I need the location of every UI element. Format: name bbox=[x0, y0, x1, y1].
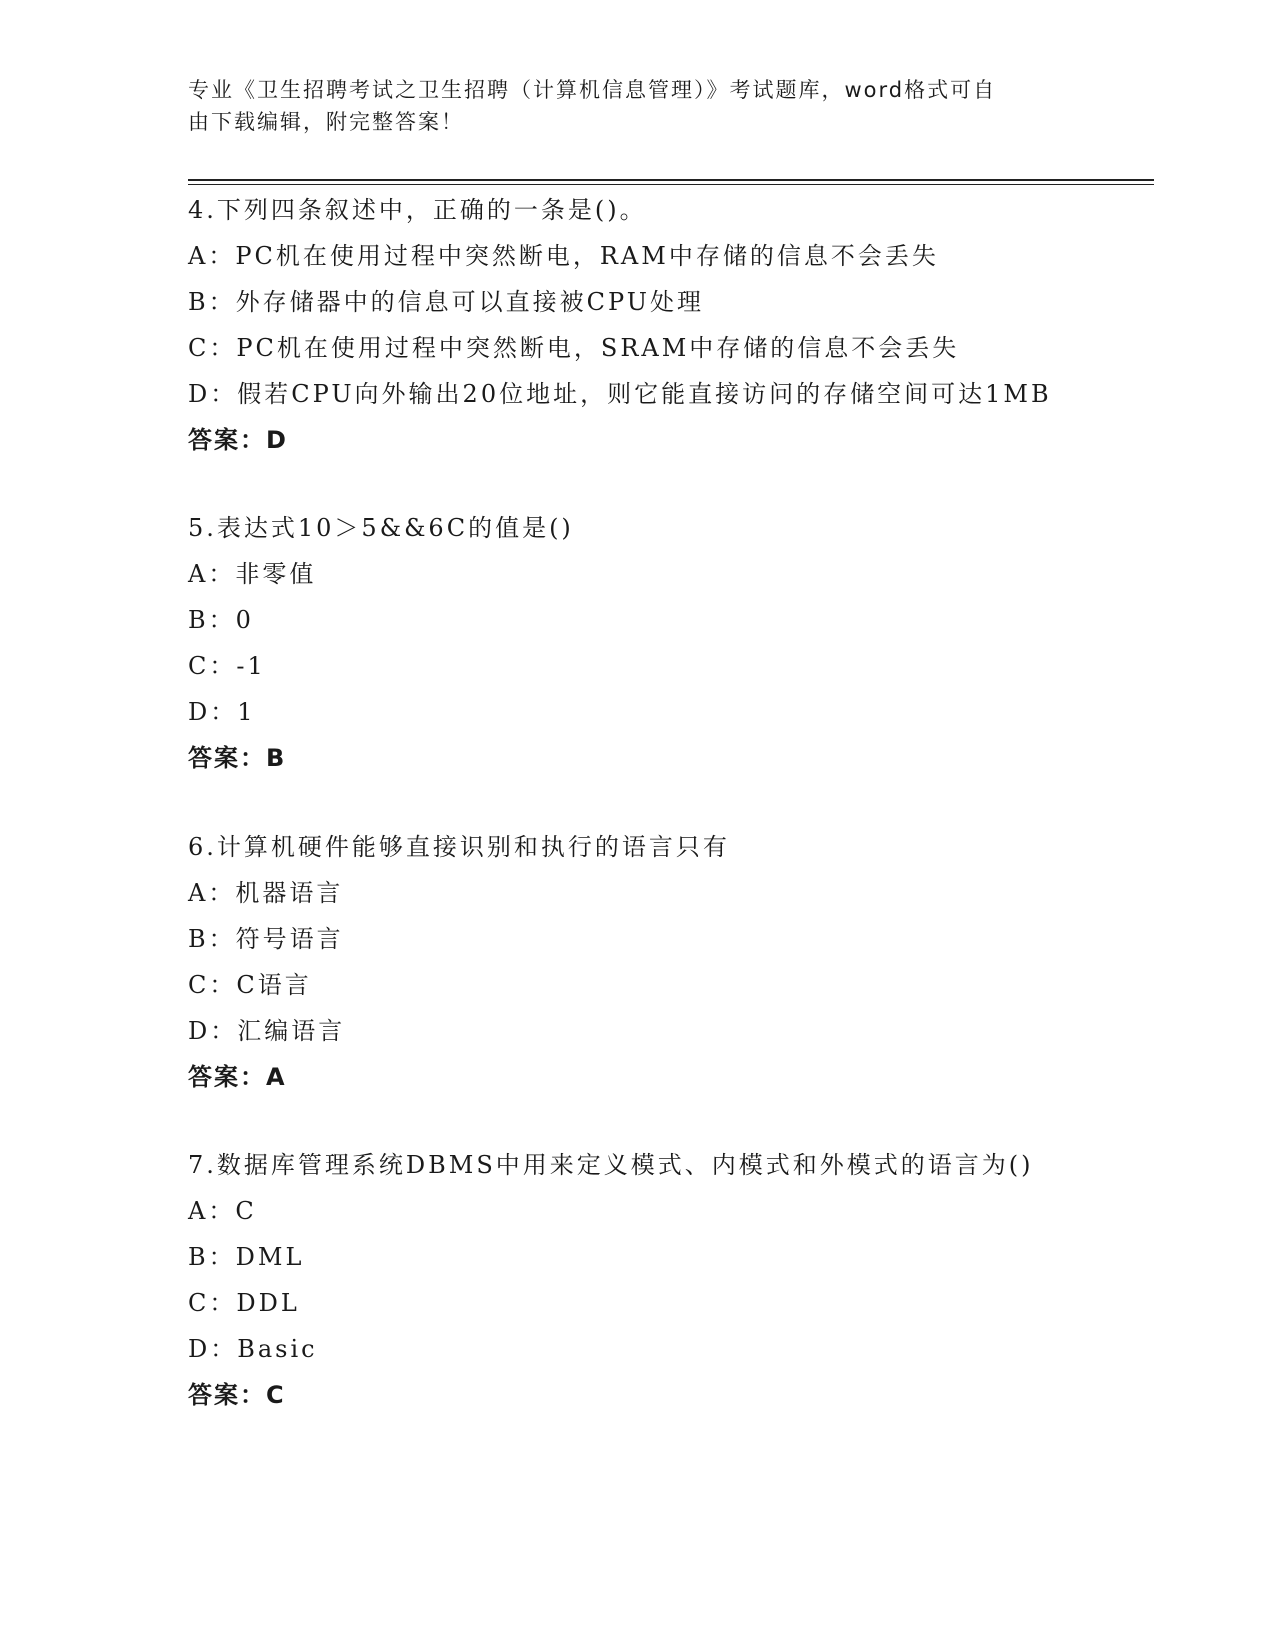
answer-label: 答案：A bbox=[188, 1063, 287, 1091]
option-c: C：DDL bbox=[188, 1289, 300, 1317]
question-block bbox=[188, 187, 1148, 463]
option-d: D：1 bbox=[188, 698, 256, 726]
option-d: D：汇编语言 bbox=[188, 1017, 346, 1045]
option-d: D：Basic bbox=[188, 1335, 318, 1363]
answer-label: 答案：B bbox=[188, 744, 287, 772]
option-b: B：0 bbox=[188, 606, 254, 634]
question-stem: 6.计算机硬件能够直接识别和执行的语言只有 bbox=[188, 833, 730, 861]
header-divider-thin bbox=[188, 184, 1154, 185]
question-block bbox=[188, 824, 1148, 1100]
option-c: C：PC机在使用过程中突然断电，SRAM中存储的信息不会丢失 bbox=[188, 334, 960, 362]
option-a: A：机器语言 bbox=[188, 879, 344, 907]
header-line-1: 专业《卫生招聘考试之卫生招聘（计算机信息管理）》考试题库，word格式可自 bbox=[188, 78, 997, 102]
option-a: A：非零值 bbox=[188, 560, 317, 588]
option-a: A：PC机在使用过程中突然断电，RAM中存储的信息不会丢失 bbox=[188, 242, 939, 270]
option-c: C：C语言 bbox=[188, 971, 312, 999]
option-b: B：外存储器中的信息可以直接被CPU处理 bbox=[188, 288, 704, 316]
option-d: D：假若CPU向外输出20位地址，则它能直接访问的存储空间可达1MB bbox=[188, 380, 1052, 408]
option-b: B：DML bbox=[188, 1243, 305, 1271]
option-c: C：-1 bbox=[188, 652, 266, 680]
question-stem: 4.下列四条叙述中，正确的一条是()。 bbox=[188, 196, 647, 224]
question-stem: 5.表达式10＞5&&6C的值是() bbox=[188, 514, 574, 542]
option-b: B：符号语言 bbox=[188, 925, 344, 953]
header-line-2: 由下载编辑，附完整答案！ bbox=[188, 110, 464, 134]
answer-label: 答案：C bbox=[188, 1381, 286, 1409]
question-block bbox=[188, 505, 1148, 781]
question-stem: 7.数据库管理系统DBMS中用来定义模式、内模式和外模式的语言为() bbox=[188, 1151, 1034, 1179]
answer-label: 答案：D bbox=[188, 426, 288, 454]
document-header bbox=[188, 74, 1068, 138]
header-divider-thick bbox=[188, 179, 1154, 181]
option-a: A：C bbox=[188, 1197, 257, 1225]
question-block bbox=[188, 1142, 1148, 1418]
